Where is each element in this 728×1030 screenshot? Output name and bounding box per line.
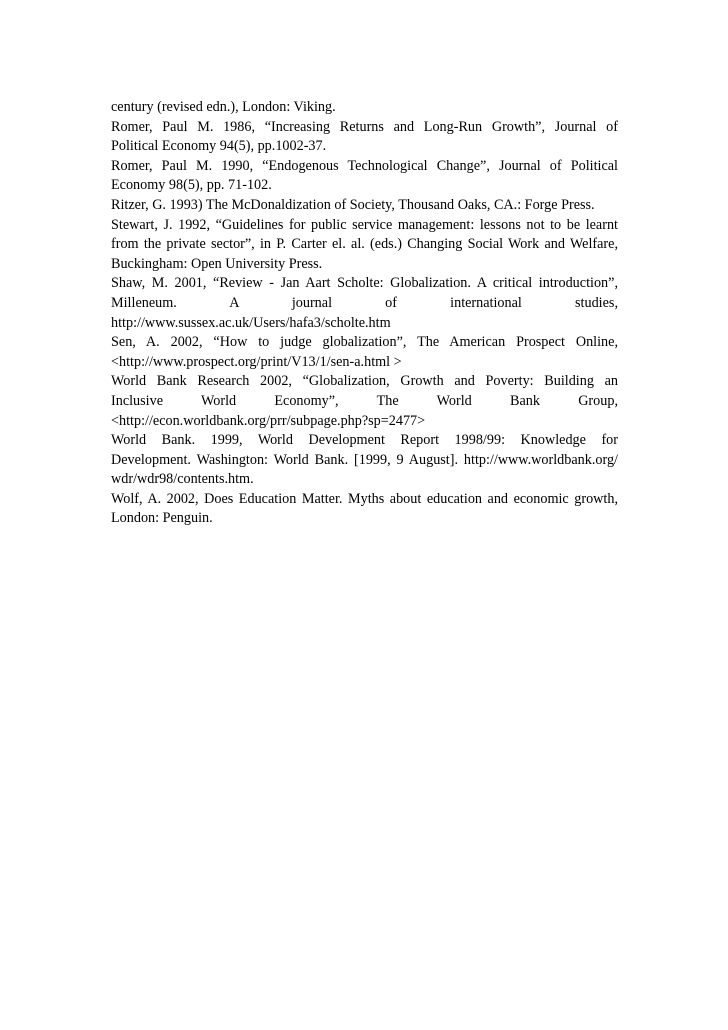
reference-line: Inclusive World Economy”, The World Bank Group, bbox=[111, 392, 618, 409]
reference-line: World Bank Research 2002, “Globalization, Growth and Poverty: Building an bbox=[111, 373, 618, 390]
reference-line: century (revised edn.), London: Viking. bbox=[111, 99, 336, 115]
reference-line: Ritzer, G. 1993) The McDonaldization of Society, Thousand Oaks, CA.: Forge Press. bbox=[111, 196, 595, 213]
reference-line: Milleneum. A journal of international studies, bbox=[111, 294, 618, 311]
reference-line: <http://www.prospect.org/print/V13/1/sen-a.html > bbox=[111, 353, 402, 370]
reference-line: World Bank. 1999, World Development Report 1998/99: Knowledge for bbox=[111, 432, 618, 449]
reference-line: Buckingham: Open University Press. bbox=[111, 255, 323, 272]
reference-line: http://www.sussex.ac.uk/Users/hafa3/scholte.htm bbox=[111, 314, 391, 331]
reference-line: Romer, Paul M. 1986, “Increasing Returns and Long-Run Growth”, Journal of bbox=[111, 118, 618, 135]
reference-list bbox=[111, 98, 618, 529]
reference-line: Romer, Paul M. 1990, “Endogenous Technological Change”, Journal of Political bbox=[111, 157, 618, 174]
reference-line: Wolf, A. 2002, Does Education Matter. Myths about education and economic growth, bbox=[111, 490, 618, 507]
reference-line: Economy 98(5), pp. 71-102. bbox=[111, 177, 272, 194]
reference-line: Stewart, J. 1992, “Guidelines for public service management: lessons not to be learnt bbox=[111, 216, 618, 233]
reference-line: Political Economy 94(5), pp.1002-37. bbox=[111, 138, 327, 155]
reference-line: Shaw, M. 2001, “Review - Jan Aart Scholte: Globalization. A critical introduction”, bbox=[111, 275, 618, 292]
reference-line: <http://econ.worldbank.org/prr/subpage.php?sp=2477> bbox=[111, 412, 426, 429]
reference-line: London: Penguin. bbox=[111, 510, 213, 527]
reference-line: from the private sector”, in P. Carter el. al. (eds.) Changing Social Work and Welfare, bbox=[111, 236, 618, 253]
reference-line: Sen, A. 2002, “How to judge globalization”, The American Prospect Online, bbox=[111, 334, 618, 351]
reference-line: wdr/wdr98/contents.htm. bbox=[111, 471, 254, 488]
reference-line: Development. Washington: World Bank. [1999, 9 August]. http://www.worldbank.org/ bbox=[111, 451, 618, 468]
